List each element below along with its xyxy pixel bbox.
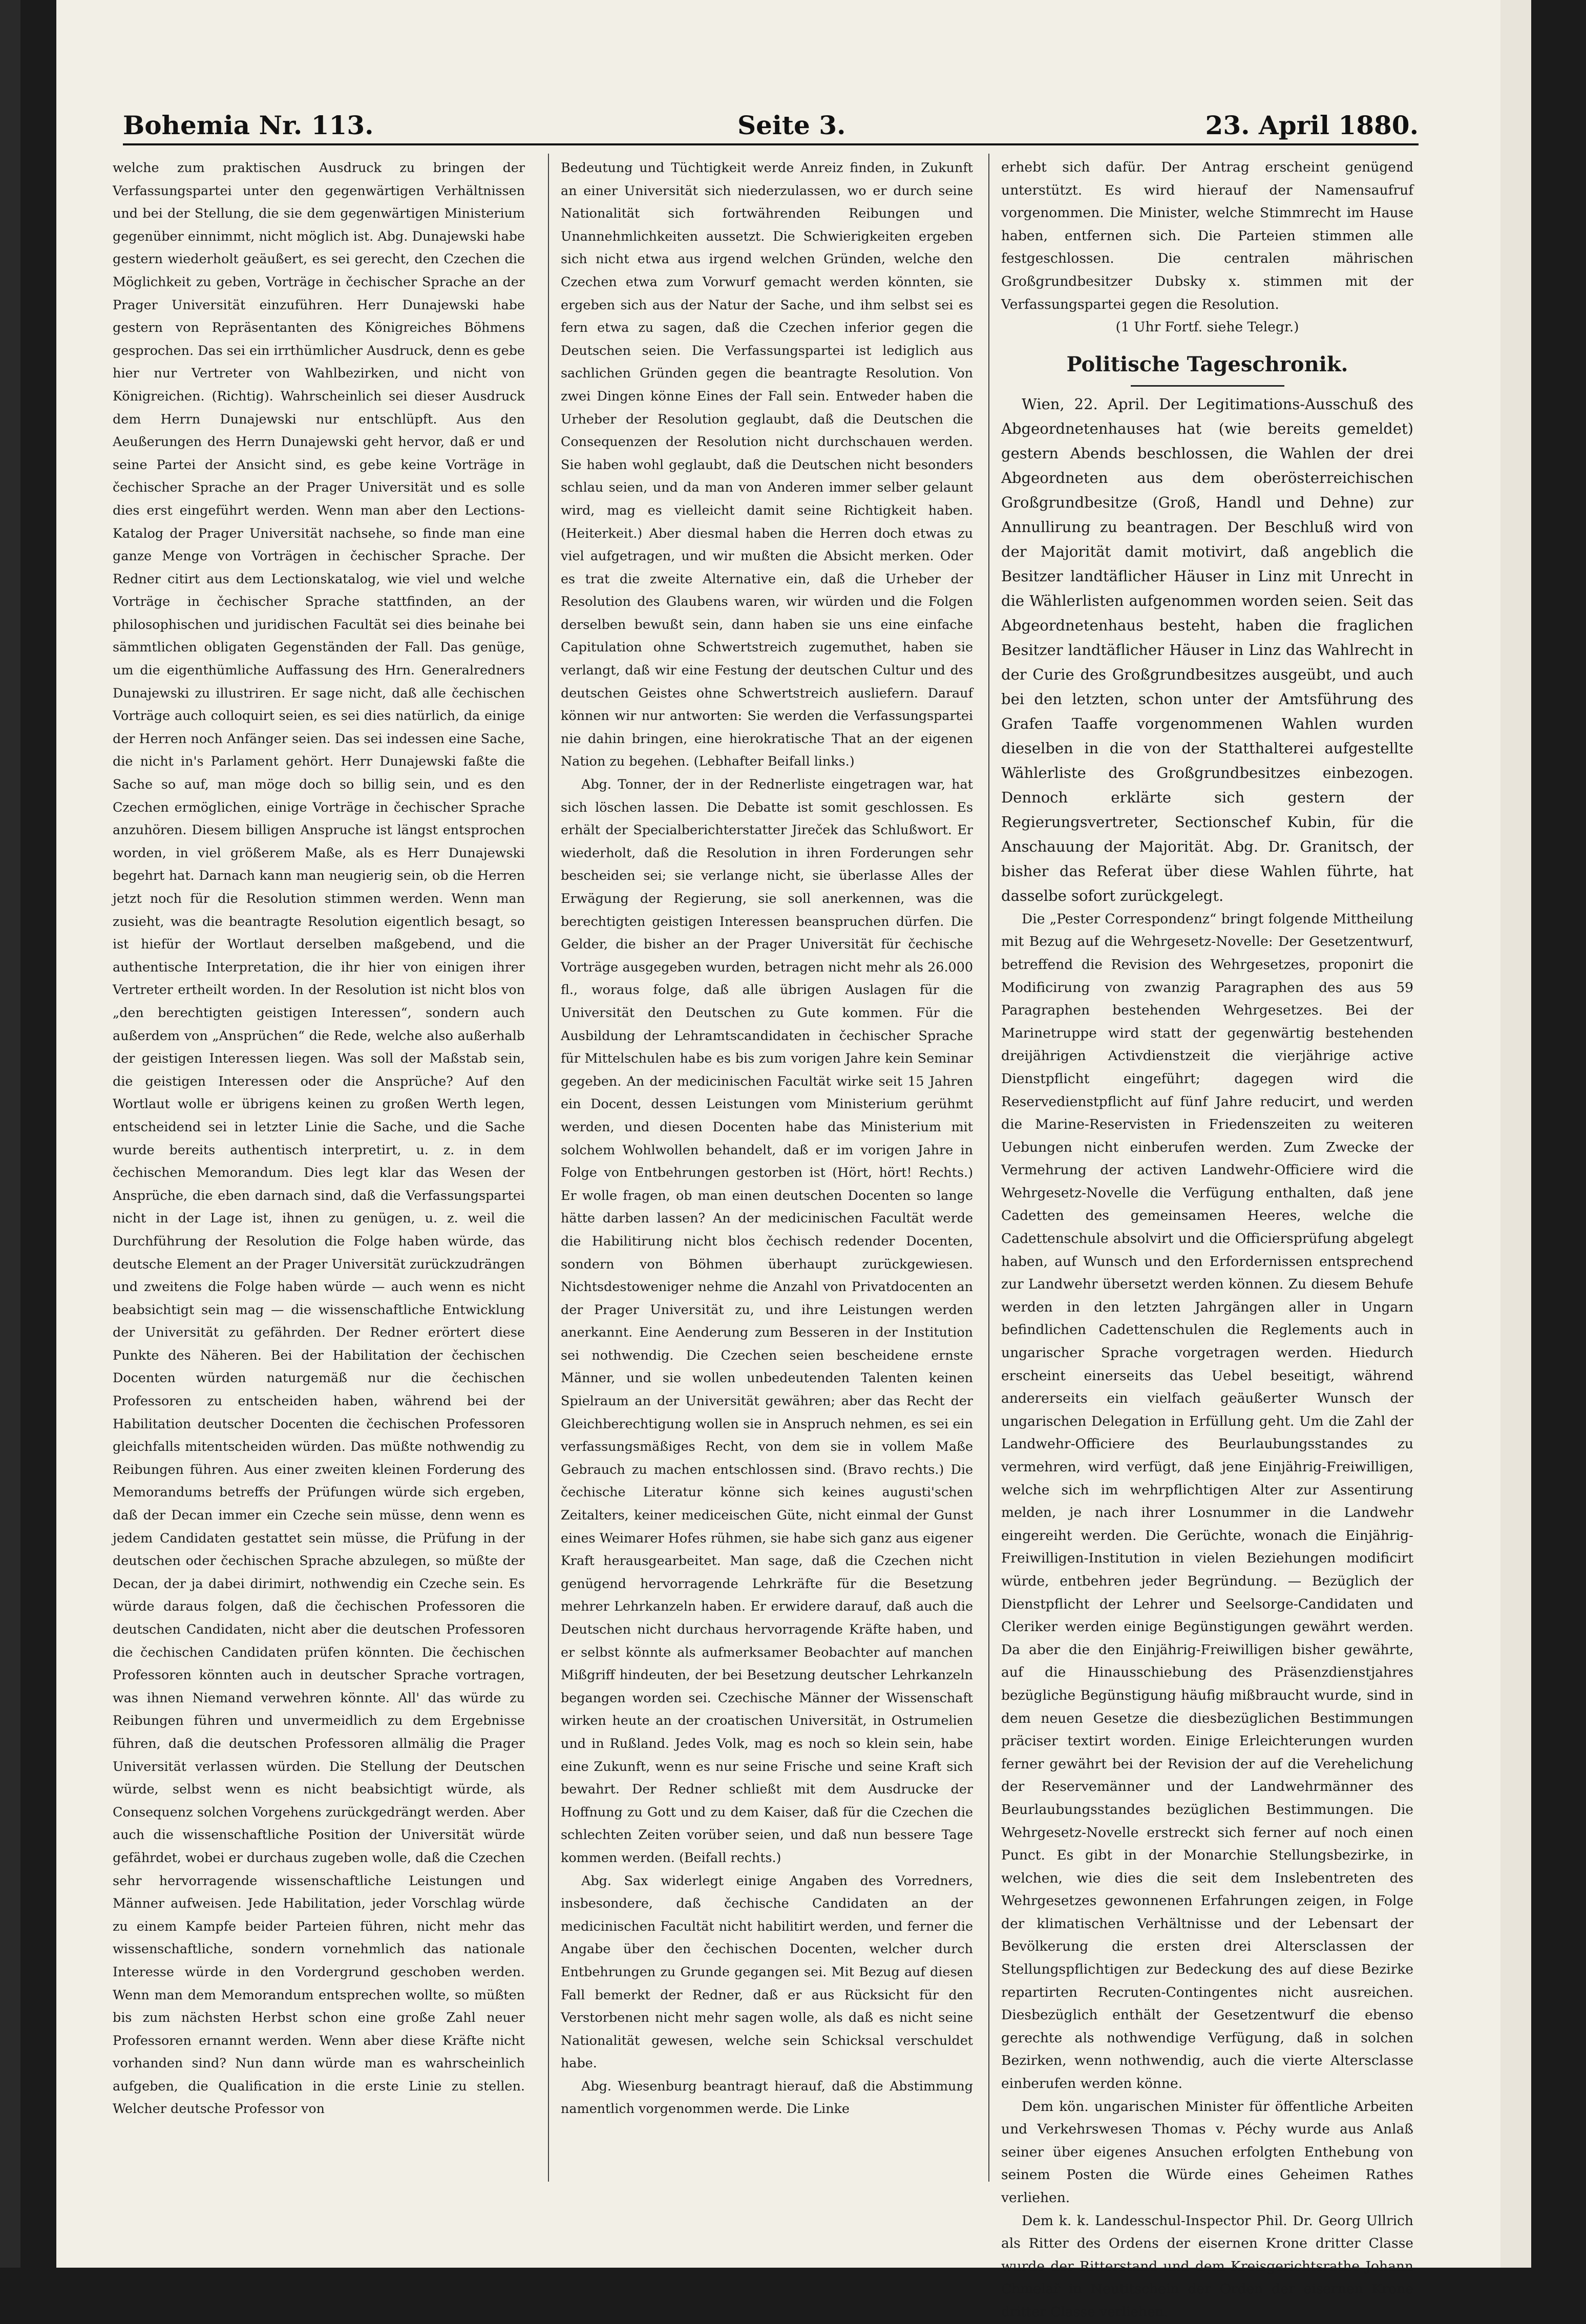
column-rule-2 <box>988 154 989 2182</box>
column-1 <box>113 156 525 2179</box>
column-2-paragraph: Bedeutung und Tüchtigkeit werde Anreiz finden, in Zukunft an einer Universität sich niederzulassen, wo er durch seine Nationalität sich fortwährenden Reibungen und Unannehmlichkeiten aussetzt. Die Schwierigkeiten ergeben sich nicht etwa aus irgend welchen Gründen, welche den Czechen etwa zum Vorwurf gemacht werden könnten, sie ergeben sich aus der Natur der Sache, und ihm selbst sei es fern etwa zu sagen, daß die Czechen inferior gegen die Deutschen seien. Die Verfassungspartei ist lediglich aus sachlichen Gründen gegen die beantragte Resolution. Von zwei Dingen könne Eines der Fall sein. Entweder haben die Urheber der Resolution geglaubt, daß die Deutschen die Consequenzen der Resolution nicht durchschauen werden. Sie haben wohl geglaubt, daß die Deutschen nicht besonders schlau seien, und da man von Anderen immer selber gelaunt wird, mag es vielleicht damit seine Richtigkeit haben. (Heiterkeit.) Aber diesmal haben die Herren doch etwas zu viel aufgetragen, und wir mußten die Absicht merken. Oder es trat die zweite Alternative ein, daß die Urheber der Resolution des Glaubens waren, wir würden und die Folgen derselben bewußt sein, dann haben sie uns eine einfache Capitulation ohne Schwertstreich zugemuthet, haben sie verlangt, daß wir eine Festung der deutschen Cultur und des deutschen Geistes ohne Schwertstreich ausliefern. Darauf können wir nur antworten: Sie werden die Verfassungspartei nie dahin bringen, eine hierokratische That an der eigenen Nation zu begehen. (Lebhafter Beifall links.) <box>561 160 973 769</box>
page-right-margin <box>1500 0 1531 2268</box>
header-page-number: Seite 3. <box>737 110 846 140</box>
column-rule-1 <box>548 154 549 2182</box>
column-3-intro-paragraph: erhebt sich dafür. Der Antrag erscheint genügend unterstützt. Es wird hierauf der Namensaufruf vorgenommen. Die Minister, welche Stimmrecht im Hause haben, entfernen sich. Die Parteien stimmen alle festgeschlossen. Die centralen mährischen Großgrundbesitzer Dubsky x. stimmen mit der Verfassungspartei gegen die Resolution. <box>1001 159 1413 312</box>
news-item-wehrgesetz: Die „Pester Correspondenz“ bringt folgende Mittheilung mit Bezug auf die Wehrgesetz-Novelle: Der Gesetzentwurf, betreffend die Revision des Wehrgesetzes, proponirt die Modificirung von zwanzig Paragraphen des aus 59 Paragraphen bestehenden Wehrgesetzes. Bei der Marinetruppe wird statt der gegenwärtig bestehenden dreijährigen Activdienstzeit die vierjährige active Dienstpflicht eingeführt; dagegen wird die Reservedienstpflicht auf fünf Jahre reducirt, und werden die Marine-Reservisten in Friedenszeiten zu weiteren Uebungen nicht einberufen werden. Zum Zwecke der Vermehrung der activen Landwehr-Officiere wird die Wehrgesetz-Novelle die Verfügung enthalten, daß jene Cadetten des gemeinsamen Heeres, welche die Cadettenschule absolvirt und die Officiersprüfung abgelegt haben, auf Wunsch und den Erfordernissen entsprechend zur Landwehr übersetzt werden können. Zu diesem Behufe werden in den letzten Jahrgängen aller in Ungarn befindlichen Cadettenschulen die Reglements auch in ungarischer Sprache vorgetragen werden. Hiedurch erscheint einerseits das Uebel beseitigt, während andererseits ein vielfach geäußerter Wunsch der ungarischen Delegation in Erfüllung geht. Um die Zahl der Landwehr-Officiere des Beurlaubungsstandes zu vermehren, wird verfügt, daß jene Einjährig-Freiwilligen, welche sich im wehrpflichtigen Alter zur Assentirung melden, je nach ihrer Losnummer in die Landwehr eingereiht werden. Die Gerüchte, wonach die Einjährig-Freiwilligen-Institution in vielen Beziehungen modificirt würde, entbehren jeder Begründung. — Bezüglich der Dienstpflicht der Lehrer und Seelsorge-Candidaten und Cleriker werden einige Begünstigungen gewährt werden. Da aber die den Einjährig-Freiwilligen bisher gewährte, auf die Hinausschiebung des Präsenzdienstjahres bezügliche Begünstigung häufig mißbraucht wurde, sind in dem neuen Gesetze die diesbezüglichen Bestimmungen präciser textirt worden. Einige Erleichterungen wurden ferner gewährt bei der Revision der auf die Verehelichung der Reservemänner und der Landwehrmänner des Beurlaubungsstandes bezüglichen Bestimmungen. Die Wehrgesetz-Novelle erstreckt sich ferner auf noch einen Punct. Es gibt in der Monarchie Stellungsbezirke, in welchen, wie dies die seit dem Inslebentreten des Wehrgesetzes gewonnenen Erfahrungen zeigen, in Folge der klimatischen Verhältnisse und der Lebensart der Bevölkerung die ersten drei Altersclassen der Stellungspflichtigen zur Bedeckung des auf diese Bezirke repartirten Recruten-Contingentes nicht ausreichen. Diesbezüglich enthält der Gesetzentwurf die ebenso gerechte als nothwendige Verfügung, daß in solchen Bezirken, wenn nothwendig, auch die vierte Altersclasse einberufen werden könne. <box>1001 911 1413 2092</box>
continuation-note: (1 Uhr Fortf. siehe Telegr.) <box>1115 319 1299 335</box>
header-date: 23. April 1880. <box>1205 110 1419 140</box>
news-item-minister: Dem kön. ungarischen Minister für öffentliche Arbeiten und Verkehrswesen Thomas v. Péchy wurde aus Anlaß seiner über eigenes Ansuchen erfolgten Enthebung von seinem Posten die Würde eines Geheimen Rathes verliehen. <box>1001 2098 1413 2206</box>
column-3 <box>1001 156 1413 2320</box>
section-title-rule <box>1131 385 1284 387</box>
column-2-paragraph: Abg. Sax widerlegt einige Angaben des Vorredners, insbesondere, daß čechische Candidaten an der medicinischen Facultät nicht habilitirt werden, und ferner die Angabe über den čechischen Docenten, welcher durch Entbehrungen zu Grunde gegangen sei. Mit Bezug auf diesen Fall bemerkt der Redner, daß er aus Rücksicht für den Verstorbenen nicht mehr sagen wolle, als daß es nicht seine Nationalität gewesen, welche sein Schicksal verschuldet habe. <box>561 1872 973 2071</box>
header-rule <box>123 143 1419 145</box>
column-2-paragraph: Abg. Tonner, der in der Rednerliste eingetragen war, hat sich löschen lassen. Die Debatte ist somit geschlossen. Es erhält der Specialberichterstatter Jireček das Schlußwort. Er wiederholt, daß die Resolution in ihren Forderungen sehr bescheiden sei; sie verlange nicht, sie überlasse Alles der Erwägung der Regierung, sie soll anerkennen, was die berechtigten geistigen Interessen beanspruchen dürfen. Die Gelder, die bisher an der Prager Universität für čechische Vorträge ausgegeben wurden, betragen nicht mehr als 26.000 fl., woraus folge, daß alle übrigen Auslagen für die Universität den Deutschen zu Gute kommen. Für die Ausbildung der Lehramtscandidaten in čechischer Sprache für Mittelschulen habe es bis zum vorigen Jahre kein Seminar gegeben. An der medicinischen Facultät wirke seit 15 Jahren ein Docent, dessen Leistungen vom Ministerium gerühmt werden, und diesen Docenten habe das Ministerium mit solchem Wohlwollen behandelt, daß er im vorigen Jahre in Folge von Entbehrungen gestorben ist (Hört, hört! Rechts.) Er wolle fragen, ob man einen deutschen Docenten so lange hätte darben lassen? An der medicinischen Facultät werde die Habilitirung nicht blos čechisch redender Docenten, sondern von Böhmen überhaupt zurückgewiesen. Nichtsdestoweniger nehme die Anzahl von Privatdocenten an der Prager Universität zu, und ihre Leistungen werden anerkannt. Eine Aenderung zum Besseren in der Institution sei nothwendig. Die Czechen seien bescheidene ernste Männer, und sie wollen unbedeutenden Talenten keinen Spielraum an der Universität gewähren; aber das Recht der Gleichberechtigung wollen sie in Anspruch nehmen, es sei ein verfassungsmäßiges Recht, von dem sie in vollem Maße Gebrauch zu machen entschlossen sind. (Bravo rechts.) Die čechische Literatur könne sich keines augusti'schen Zeitalters, keiner mediceischen Güte, nicht einmal der Gunst eines Weimarer Hofes rühmen, sie habe sich ganz aus eigener Kraft herausgearbeitet. Man sage, daß die Czechen nicht genügend hervorragende Lehrkräfte für die Besetzung mehrer Lehrkanzeln haben. Er erwidere darauf, daß auch die Deutschen nicht durchaus hervorragende Kräfte haben, und er selbst könnte als aufmerksamer Beobachter auf manchen Mißgriff hindeuten, der bei Besetzung deutscher Lehrkanzeln begangen worden sei. Czechische Männer der Wissenschaft wirken heute an der croatischen Universität, in Ostrumelien und in Rußland. Jedes Volk, mag es noch so klein sein, habe eine Zukunft, wenn es nur seine Frische und seine Kraft sich bewahrt. Der Redner schließt mit dem Ausdrucke der Hoffnung zu Gott und zu dem Kaiser, daß für die Czechen die schlechten Zeiten vorüber seien, und daß nun bessere Tage kommen werden. (Beifall rechts.) <box>561 776 973 1865</box>
news-item-orden: Dem k. k. Landesschul-Inspector Phil. Dr. Georg Ullrich als Ritter des Ordens der eisernen Krone dritter Classe wurde der Ritterstand und dem Kreisgerichtsrathe Johann Chmelař in Neutitschein der Orden der eisernen Krone dritter Classe verliehen. <box>1001 2212 1413 2320</box>
section-title: Politische Tageschronik. <box>1066 352 1348 376</box>
header-publication: Bohemia Nr. 113. <box>123 110 374 140</box>
scan-left-edge <box>0 0 20 2268</box>
news-item-vienna: Wien, 22. April. Der Legitimations-Ausschuß des Abgeordnetenhauses hat (wie bereits gemeldet) gestern Abends beschlossen, die Wahlen der drei Abgeordneten aus dem oberösterreichischen Großgrundbesitze (Groß, Handl und Dehne) zur Annullirung zu beantragen. Der Beschluß wird von der Majorität damit motivirt, daß angeblich die Besitzer landtäflicher Häuser in Linz mit Unrecht in die Wählerlisten aufgenommen worden seien. Seit das Abgeordnetenhaus besteht, haben die fraglichen Besitzer landtäflicher Häuser in Linz das Wahlrecht in der Curie des Großgrundbesitzes ausgeübt, und auch bei den letzten, schon unter der Amtsführung des Grafen Taaffe vorgenommenen Wahlen wurden dieselben in die von der Statthalterei aufgestellte Wählerliste des Großgrundbesitzes einbezogen. Dennoch erklärte sich gestern der Regierungsvertreter, Sectionschef Kubin, für die Anschauung der Majorität. Abg. Dr. Granitsch, der bisher das Referat über diese Wahlen führte, hat dasselbe sofort zurückgelegt. <box>1001 395 1413 904</box>
column-2-paragraph: Abg. Wiesenburg beantragt hierauf, daß die Abstimmung namentlich vorgenommen werde. Die Linke <box>561 2078 973 2117</box>
column-2 <box>561 156 973 2179</box>
column-1-paragraph: welche zum praktischen Ausdruck zu bringen der Verfassungspartei unter den gegenwärtigen Verhältnissen und bei der Stellung, die sie dem gegenwärtigen Ministerium gegenüber einnimmt, nicht möglich ist. Abg. Dunajewski habe gestern wiederholt geäußert, es sei gerecht, den Czechen die Möglichkeit zu geben, Vorträge in čechischer Sprache an der Prager Universität einzuführen. Herr Dunajewski habe gestern von Repräsentanten des Königreiches Böhmens gesprochen. Das sei ein irrthümlicher Ausdruck, denn es gebe hier nur Vertreter von Wahlbezirken, und nicht von Königreichen. (Richtig). Wahrscheinlich sei dieser Ausdruck dem Herrn Dunajewski nur entschlüpft. Aus den Aeußerungen des Herrn Dunajewski geht hervor, daß er und seine Partei der Ansicht sind, es gebe keine Vorträge in čechischer Sprache an der Prager Universität und es solle dies erst eingeführt werden. Wenn man aber den Lections-Katalog der Prager Universität nachsehe, so finde man eine ganze Menge von Vorträgen in čechischer Sprache. Der Redner citirt aus dem Lectionskatalog, wie viel und welche Vorträge in čechischer Sprache stattfinden, an der philosophischen und juridischen Facultät sei dies beinahe bei sämmtlichen obligaten Gegenständen der Fall. Das genüge, um die eigenthümliche Auffassung des Hrn. Generalredners Dunajewski zu illustriren. Er sage nicht, daß alle čechischen Vorträge auch colloquirt seien, es sei dies natürlich, da einige der Herren noch Anfänger seien. Das sei indessen eine Sache, die nicht in's Parlament gehört. Herr Dunajewski faßte die Sache so auf, man möge doch so billig sein, und es den Czechen ermöglichen, einige Vorträge in čechischer Sprache anzuhören. Diesem billigen Anspruche ist längst entsprochen worden, in viel größerem Maße, als es Herr Dunajewski begehrt hat. Darnach kann man neugierig sein, ob die Herren jetzt noch für die Resolution stimmen werden. Wenn man zusieht, was die beantragte Resolution eigentlich besagt, so ist hiefür der Wortlaut derselben maßgebend, und die authentische Interpretation, die ihr hier von einigen ihrer Vertreter ertheilt worden. In der Resolution ist nicht blos von „den berechtigten geistigen Interessen“, sondern auch außerdem von „Ansprüchen“ die Rede, welche also außerhalb der geistigen Interessen liegen. Was soll der Maßstab sein, die geistigen Interessen oder die Ansprüche? Auf den Wortlaut wolle er übrigens keinen zu großen Werth legen, entscheidend sei in letzter Linie die Sache, und die Sache wurde bereits authentisch interpretirt, u. z. in dem čechischen Memorandum. Dies legt klar das Wesen der Ansprüche, die eben darnach sind, daß die Verfassungspartei nicht in der Lage ist, ihnen zu genügen, u. z. weil die Durchführung der Resolution die Folge haben würde, das deutsche Element an der Prager Universität zurückzudrängen und zweitens die Folge haben würde — auch wenn es nicht beabsichtigt sein mag — die wissenschaftliche Entwicklung der Universität zu gefährden. Der Redner erörtert diese Punkte des Näheren. Bei der Habilitation der čechischen Docenten würden naturgemäß nur die čechischen Professoren zu entscheiden haben, während bei der Habilitation deutscher Docenten die čechischen Professoren gleichfalls mitentscheiden würden. Das müßte nothwendig zu Reibungen führen. Aus einer zweiten kleinen Forderung des Memorandums betreffs der Prüfungen würde sich ergeben, daß der Decan immer ein Czeche sein müsse, denn wenn es jedem Candidaten gestattet sein müsse, die Prüfung in der deutschen oder čechischen Sprache abzulegen, so müßte der Decan, der ja dabei dirimirt, nothwendig ein Czeche sein. Es würde daraus folgen, daß die čechischen Professoren die deutschen Candidaten, nicht aber die deutschen Professoren die čechischen Candidaten prüfen könnten. Die čechischen Professoren könnten auch in deutscher Sprache vortragen, was ihnen Niemand verwehren könnte. All' das würde zu Reibungen führen und unvermeidlich zu dem Ergebnisse führen, daß die deutschen Professoren allmälig die Prager Universität verlassen würden. Die Stellung der Deutschen würde, selbst wenn es nicht beabsichtigt würde, als Consequenz solchen Vorgehens zurückgedrängt werden. Aber auch die wissenschaftliche Position der Universität würde gefährdet, wobei er durchaus zugeben wolle, daß die Czechen sehr hervorragende wissenschaftliche Leistungen und Männer aufweisen. Jede Habilitation, jeder Vorschlag würde zu einem Kampfe beider Parteien führen, nicht mehr das wissenschaftliche, sondern vornehmlich das nationale Interesse würde in den Vordergrund geschoben werden. Wenn man dem Memorandum entsprechen wollte, so müßten bis zum nächsten Herbst schon eine große Zahl neuer Professoren ernannt werden. Wenn aber diese Kräfte nicht vorhanden sind? Nun dann würde man es wahrscheinlich aufgeben, die Qualification in die erste Linie zu stellen. Welcher deutsche Professor von <box>113 160 525 2117</box>
